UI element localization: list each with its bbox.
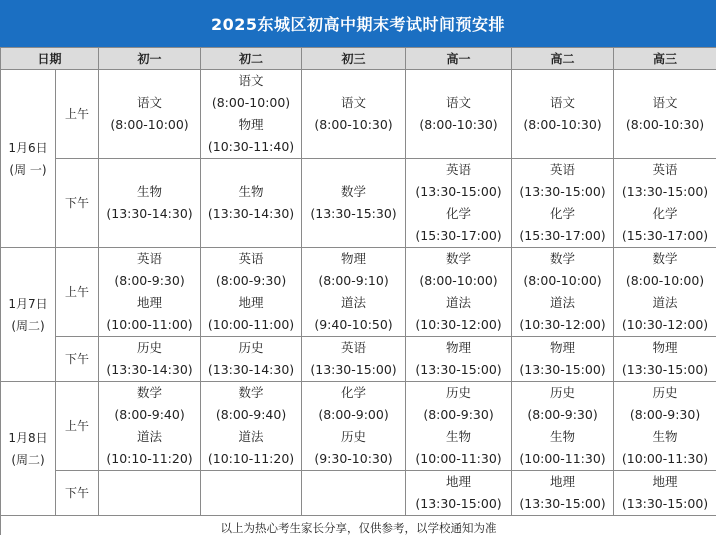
- header-grade-4: 高一: [406, 48, 512, 70]
- exam-time: (13:30-15:00): [415, 362, 502, 377]
- exam-subject: 地理: [238, 295, 264, 310]
- exam-cell: [614, 159, 716, 248]
- header-grade-1: 初一: [99, 48, 201, 70]
- exam-time: (10:00-11:30): [519, 451, 606, 466]
- exam-cell: [302, 70, 406, 159]
- exam-time: (13:30-15:00): [621, 184, 709, 199]
- exam-subject: 化学: [446, 206, 472, 221]
- exam-time: (10:00-11:00): [207, 317, 295, 332]
- weekday-label: (周二): [11, 318, 45, 333]
- exam-subject: 语文: [446, 95, 472, 110]
- exam-subject: 英语: [137, 251, 163, 266]
- header-date: 日期: [1, 48, 99, 70]
- exam-cell: [99, 70, 201, 159]
- exam-subject: 物理: [446, 340, 472, 355]
- exam-time: (13:30-15:00): [519, 184, 606, 199]
- exam-subject: 数学: [550, 251, 576, 266]
- footer-note: 以上为热心考生家长分享，仅供参考，以学校通知为准: [1, 516, 716, 535]
- exam-time: (8:00-9:30): [114, 273, 185, 288]
- exam-subject: 生物: [446, 429, 472, 444]
- exam-subject: 历史: [341, 429, 367, 444]
- exam-subject: 英语: [652, 162, 678, 177]
- exam-time: (8:00-9:40): [114, 407, 185, 422]
- exam-cell: [512, 471, 614, 516]
- period-label: 上午: [56, 382, 99, 471]
- exam-subject: 数学: [238, 385, 264, 400]
- header-grade-5: 高二: [512, 48, 614, 70]
- exam-time: (10:30-11:40): [207, 139, 295, 154]
- exam-subject: 语文: [652, 95, 678, 110]
- exam-subject: 数学: [137, 385, 163, 400]
- exam-time: (13:30-14:30): [106, 362, 193, 377]
- exam-time: (13:30-15:00): [415, 184, 502, 199]
- header-grade-3: 初三: [302, 48, 406, 70]
- exam-time: (8:00-9:30): [629, 407, 701, 422]
- exam-time: (8:00-10:30): [419, 117, 498, 132]
- exam-cell: [512, 337, 614, 382]
- exam-subject: 化学: [341, 385, 367, 400]
- exam-cell: [614, 70, 716, 159]
- exam-cell: [406, 70, 512, 159]
- period-label: 上午: [56, 248, 99, 337]
- exam-subject: 英语: [550, 162, 576, 177]
- exam-time: (15:30-17:00): [415, 228, 502, 243]
- exam-time: (8:00-9:00): [318, 407, 389, 422]
- schedule-row: [1, 70, 716, 159]
- exam-cell: [99, 248, 201, 337]
- exam-subject: 英语: [341, 340, 367, 355]
- header-grade-2: 初二: [201, 48, 302, 70]
- exam-time: (10:00-11:30): [621, 451, 709, 466]
- exam-time: (8:00-9:40): [215, 407, 287, 422]
- exam-cell: [302, 471, 406, 516]
- exam-time: (13:30-15:00): [621, 362, 709, 377]
- exam-time: (13:30-15:00): [621, 496, 709, 511]
- exam-subject: 语文: [550, 95, 576, 110]
- exam-subject: 数学: [652, 251, 678, 266]
- exam-subject: 化学: [550, 206, 576, 221]
- exam-cell: [406, 337, 512, 382]
- schedule-row: [1, 471, 716, 516]
- period-label: 下午: [56, 159, 99, 248]
- exam-cell: [614, 471, 716, 516]
- exam-time: (10:30-12:00): [621, 317, 709, 332]
- exam-subject: 地理: [446, 474, 472, 489]
- exam-subject: 生物: [238, 184, 264, 199]
- exam-cell: [99, 159, 201, 248]
- exam-time: (13:30-15:30): [310, 206, 397, 221]
- exam-subject: 道法: [341, 295, 367, 310]
- exam-time: (10:30-12:00): [519, 317, 606, 332]
- exam-subject: 英语: [238, 251, 264, 266]
- exam-time: (13:30-14:30): [207, 362, 295, 377]
- date-label: 1月8日: [8, 430, 48, 445]
- exam-cell: [406, 382, 512, 471]
- weekday-label: (周 一): [9, 162, 47, 177]
- exam-time: (8:00-10:00): [625, 273, 705, 288]
- exam-cell: [512, 159, 614, 248]
- exam-time: (13:30-15:00): [519, 496, 606, 511]
- exam-cell: [99, 471, 201, 516]
- period-label: 下午: [56, 337, 99, 382]
- exam-cell: [201, 248, 302, 337]
- exam-subject: 语文: [137, 95, 163, 110]
- exam-cell: [512, 382, 614, 471]
- exam-subject: 历史: [137, 340, 163, 355]
- exam-time: (13:30-15:00): [415, 496, 502, 511]
- exam-subject: 道法: [550, 295, 576, 310]
- exam-cell: [302, 248, 406, 337]
- exam-subject: 语文: [238, 73, 264, 88]
- exam-time: (8:00-10:30): [625, 117, 705, 132]
- exam-subject: 物理: [238, 117, 264, 132]
- exam-time: (13:30-15:00): [310, 362, 397, 377]
- exam-cell: [406, 248, 512, 337]
- exam-subject: 地理: [550, 474, 576, 489]
- schedule-title: 2025东城区初高中期末考试时间预安排: [0, 0, 716, 47]
- exam-subject: 道法: [238, 429, 264, 444]
- exam-subject: 道法: [446, 295, 472, 310]
- exam-cell: [201, 70, 302, 159]
- exam-time: (8:00-9:30): [527, 407, 598, 422]
- exam-time: (8:00-10:00): [110, 117, 189, 132]
- exam-time: (9:30-10:30): [314, 451, 393, 466]
- exam-subject: 地理: [137, 295, 163, 310]
- exam-subject: 历史: [652, 385, 678, 400]
- weekday-label: (周二): [11, 452, 45, 467]
- exam-time: (15:30-17:00): [621, 228, 709, 243]
- exam-time: (8:00-9:10): [318, 273, 389, 288]
- schedule-body: [1, 70, 716, 516]
- exam-subject: 道法: [652, 295, 678, 310]
- exam-subject: 地理: [652, 474, 678, 489]
- exam-time: (8:00-10:00): [523, 273, 602, 288]
- exam-time: (8:00-9:30): [215, 273, 287, 288]
- schedule-row: [1, 382, 716, 471]
- exam-cell: [614, 248, 716, 337]
- date-cell: [1, 382, 56, 516]
- exam-time: (10:10-11:20): [207, 451, 295, 466]
- exam-cell: [614, 382, 716, 471]
- date-label: 1月7日: [8, 296, 48, 311]
- schedule-row: [1, 248, 716, 337]
- exam-time: (10:00-11:00): [106, 317, 193, 332]
- exam-time: (13:30-14:30): [207, 206, 295, 221]
- period-label: 上午: [56, 70, 99, 159]
- exam-subject: 物理: [652, 340, 678, 355]
- footer-row: [1, 516, 716, 535]
- exam-cell: [201, 382, 302, 471]
- exam-subject: 生物: [652, 429, 678, 444]
- exam-cell: [201, 159, 302, 248]
- header-row: [1, 48, 716, 70]
- exam-cell: [406, 159, 512, 248]
- exam-cell: [302, 337, 406, 382]
- exam-time: (13:30-15:00): [519, 362, 606, 377]
- exam-cell: [201, 471, 302, 516]
- exam-subject: 道法: [137, 429, 163, 444]
- exam-subject: 生物: [137, 184, 163, 199]
- exam-subject: 语文: [341, 95, 367, 110]
- exam-subject: 数学: [341, 184, 367, 199]
- exam-cell: [512, 70, 614, 159]
- exam-subject: 历史: [446, 385, 472, 400]
- exam-time: (8:00-10:00): [419, 273, 498, 288]
- schedule-row: [1, 159, 716, 248]
- date-cell: [1, 248, 56, 382]
- exam-cell: [406, 471, 512, 516]
- exam-cell: [302, 159, 406, 248]
- exam-time: (8:00-10:30): [314, 117, 393, 132]
- exam-cell: [99, 337, 201, 382]
- period-label: 下午: [56, 471, 99, 516]
- exam-time: (9:40-10:50): [314, 317, 393, 332]
- exam-cell: [512, 248, 614, 337]
- exam-subject: 化学: [652, 206, 678, 221]
- exam-time: (10:30-12:00): [415, 317, 502, 332]
- exam-time: (10:10-11:20): [106, 451, 193, 466]
- exam-cell: [201, 337, 302, 382]
- exam-subject: 物理: [341, 251, 367, 266]
- exam-cell: [614, 337, 716, 382]
- exam-cell: [99, 382, 201, 471]
- date-label: 1月6日: [8, 140, 48, 155]
- exam-subject: 生物: [550, 429, 576, 444]
- exam-time: (8:00-9:30): [423, 407, 494, 422]
- exam-cell: [302, 382, 406, 471]
- exam-subject: 历史: [238, 340, 264, 355]
- exam-time: (10:00-11:30): [415, 451, 502, 466]
- schedule-row: [1, 337, 716, 382]
- exam-time: (8:00-10:30): [523, 117, 602, 132]
- exam-time: (8:00-10:00): [211, 95, 291, 110]
- header-grade-6: 高三: [614, 48, 716, 70]
- exam-subject: 物理: [550, 340, 576, 355]
- schedule-table: [0, 47, 716, 535]
- exam-time: (15:30-17:00): [519, 228, 606, 243]
- exam-time: (13:30-14:30): [106, 206, 193, 221]
- date-cell: [1, 70, 56, 248]
- exam-subject: 英语: [446, 162, 472, 177]
- exam-subject: 数学: [446, 251, 472, 266]
- exam-subject: 历史: [550, 385, 576, 400]
